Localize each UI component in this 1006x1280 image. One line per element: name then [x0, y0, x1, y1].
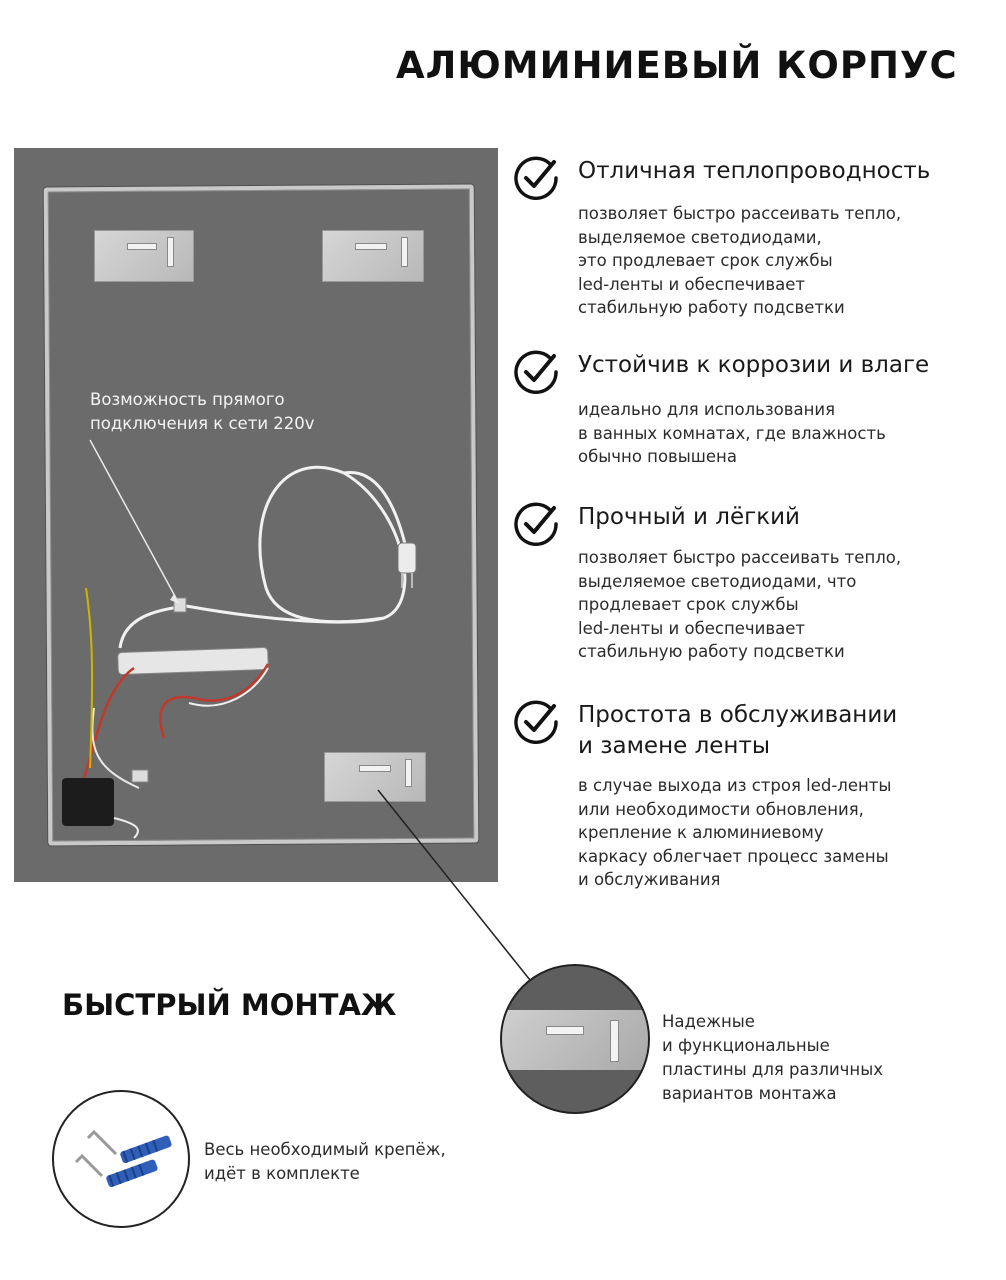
- hardware-description: Весь необходимый крепёж, идёт в комплекте: [204, 1140, 446, 1183]
- feature-description: позволяет быстро рассеивать тепло, выделяемое светодиодами, что продлевает срок службы led-ленты и обеспечивает стабильную работу подсветки: [578, 548, 902, 661]
- feature-description: идеально для использования в ванных комнатах, где влажность обычно повышена: [578, 400, 886, 466]
- feature-description: в случае выхода из строя led-ленты или необходимости обновления, крепление к алюминиевому каркасу облегчает процесс замены и обслуживания: [578, 776, 892, 889]
- feature-strong-light: [512, 500, 1002, 670]
- quick-mount-title: БЫСТРЫЙ МОНТАЖ: [62, 988, 397, 1022]
- feature-easy-maintenance: [512, 698, 1002, 898]
- feature-thermal-conductivity: [512, 154, 1002, 324]
- hardware-kit-image: [52, 1090, 190, 1228]
- plates-description: Надежные и функциональные пластины для различных вариантов монтажа: [662, 1012, 883, 1103]
- feature-title: Отличная теплопроводность: [578, 158, 931, 184]
- page-title: АЛЮМИНИЕВЫЙ КОРПУС: [396, 44, 958, 87]
- check-circle-icon: [512, 154, 560, 202]
- callout-direct-connection: Возможность прямого подключения к сети 220v: [90, 390, 315, 433]
- plate-closeup-image: [500, 964, 650, 1114]
- feature-title: Устойчив к коррозии и влаге: [578, 352, 930, 378]
- feature-description: позволяет быстро рассеивать тепло, выделяемое светодиодами, это продлевает срок службы led-ленты и обеспечивает стабильную работу подсветки: [578, 204, 902, 317]
- check-circle-icon: [512, 348, 560, 396]
- check-circle-icon: [512, 698, 560, 746]
- feature-title: Простота в обслуживании и замене ленты: [578, 702, 898, 759]
- check-circle-icon: [512, 500, 560, 548]
- feature-corrosion-resistance: [512, 348, 1002, 472]
- feature-title: Прочный и лёгкий: [578, 504, 800, 530]
